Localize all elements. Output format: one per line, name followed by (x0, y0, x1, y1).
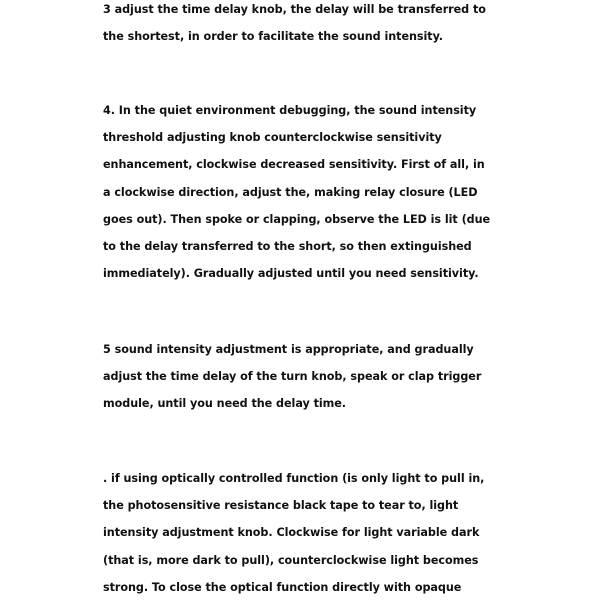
text-line: immediately). Gradually adjusted until you need sensitivity. (103, 267, 479, 281)
paragraph-step-6 (103, 465, 503, 600)
text-line: (that is, more dark to pull), counterclockwise light becomes (103, 553, 479, 567)
text-line: adjust the time delay of the turn knob, speak or clap trigger (103, 370, 482, 384)
text-line: module, until you need the delay time. (103, 397, 347, 411)
text-line: to the delay transferred to the short, so then extinguished (103, 239, 472, 253)
text-line: strong. To close the optical function directly with opaque (103, 580, 462, 594)
text-line: 4. In the quiet environment debugging, the sound intensity (103, 104, 477, 117)
paragraph-step-5 (103, 336, 503, 418)
text-line: enhancement, clockwise decreased sensitivity. First of all, in (103, 158, 485, 172)
text-line: threshold adjusting knob counterclockwise sensitivity (103, 131, 442, 145)
text-line: the shortest, in order to facilitate the sound intensity. (103, 30, 444, 44)
text-line: goes out). Then spoke or clapping, observe the LED is lit (due (103, 212, 491, 226)
text-line: the photosensitive resistance black tape to tear to, light (103, 499, 459, 513)
text-line: 5 sound intensity adjustment is appropriate, and gradually (103, 343, 474, 356)
text-line: a clockwise direction, adjust the, making relay closure (LED (103, 185, 478, 199)
text-line: 3 adjust the time delay knob, the delay will be transferred to (103, 3, 486, 16)
text-line: intensity adjustment knob. Clockwise for light variable dark (103, 526, 480, 540)
text-line: . if using optically controlled function (is only light to pull in, (103, 472, 485, 485)
paragraph-step-4 (103, 97, 503, 287)
paragraph-step-3 (103, 0, 503, 50)
